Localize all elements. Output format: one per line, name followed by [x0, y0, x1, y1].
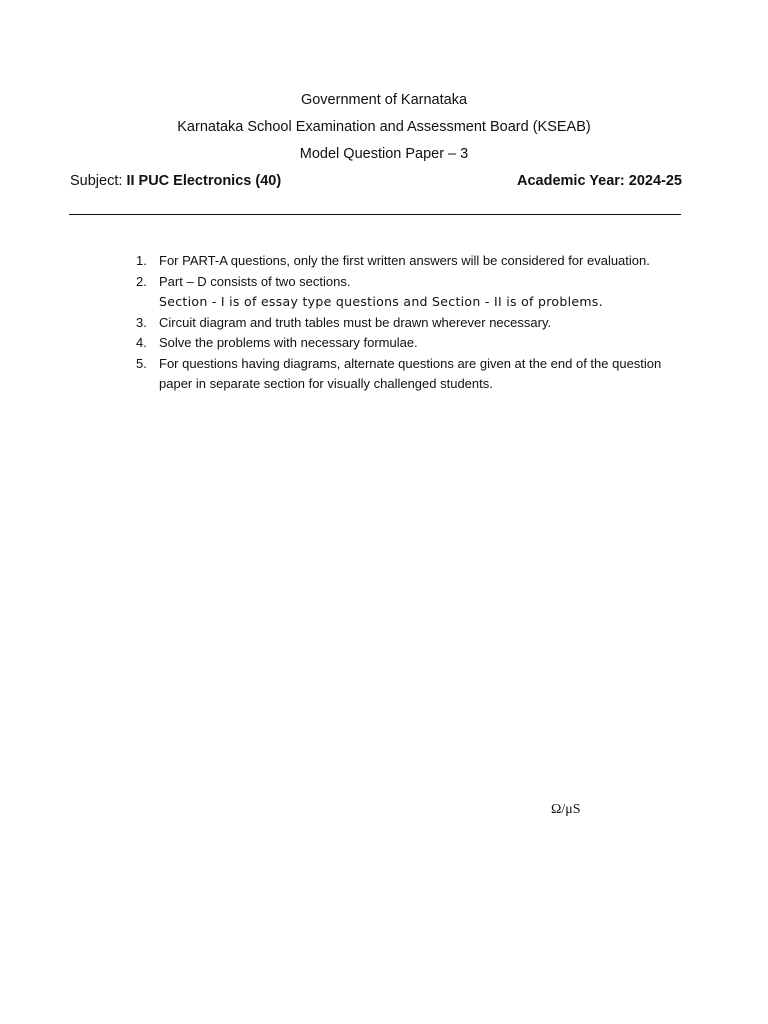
instruction-number: 3.	[136, 314, 147, 330]
instruction-text: Circuit diagram and truth tables must be drawn wherever necessary.	[159, 314, 552, 330]
paper-title: Model Question Paper – 3	[299, 146, 469, 162]
instruction-subtext: Section - I is of essay type questions and Section - II is of problems.	[159, 294, 603, 309]
academic-year: Academic Year: 2024-25	[517, 173, 682, 189]
instructions-list	[136, 251, 666, 395]
instruction-text: For questions having diagrams, alternate questions are given at the end of the question paper in separate section for visually challenged students.	[159, 355, 662, 391]
unit-symbol: Ω/μS	[551, 802, 581, 817]
subject-value: II PUC Electronics (40)	[126, 173, 282, 189]
instruction-item	[136, 354, 666, 395]
instruction-item	[136, 272, 666, 313]
board-title: Karnataka School Examination and Assessment Board (KSEAB)	[177, 119, 591, 135]
subject-info	[70, 172, 281, 190]
header-divider	[69, 214, 681, 215]
subject-row	[70, 172, 682, 190]
instruction-number: 1.	[136, 253, 147, 268]
instruction-item	[136, 251, 666, 272]
instruction-item	[136, 333, 666, 354]
instruction-text: For PART-A questions, only the first written answers will be considered for evaluation.	[159, 253, 650, 268]
instruction-number: 5.	[136, 355, 147, 371]
instruction-number: 4.	[136, 335, 147, 350]
instruction-item	[136, 313, 666, 334]
instruction-text: Part – D consists of two sections.	[159, 273, 351, 289]
instruction-number: 2.	[136, 273, 147, 289]
subject-label: Subject:	[70, 173, 123, 189]
government-title: Government of Karnataka	[300, 92, 468, 108]
instruction-text: Solve the problems with necessary formulae.	[159, 335, 418, 350]
